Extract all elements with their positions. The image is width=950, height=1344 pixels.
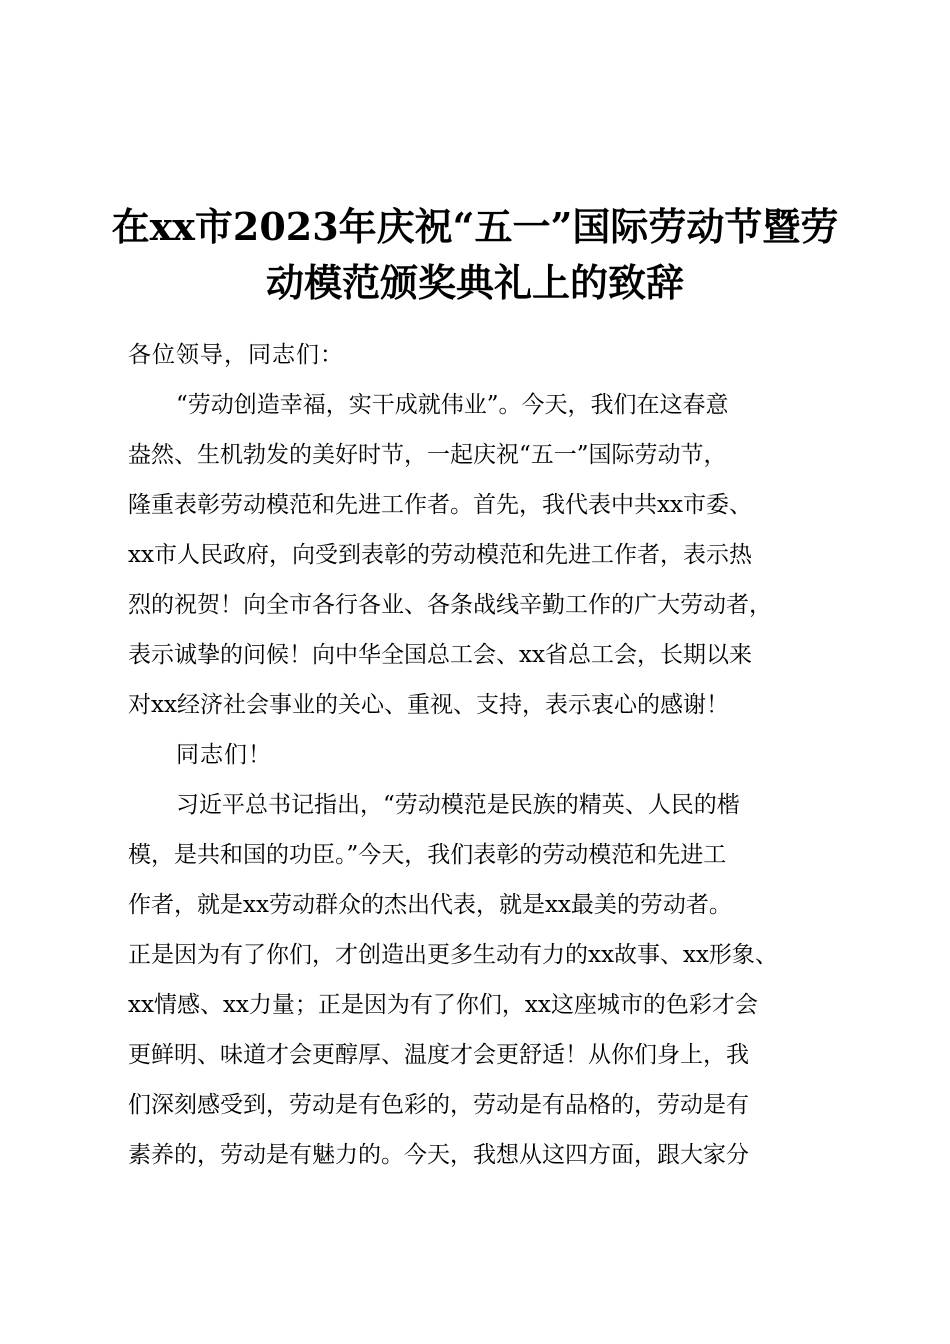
paragraph-line: 烈的祝贺！向全市各行各业、各条战线辛勤工作的广大劳动者， [128, 592, 772, 618]
paragraph-line: 盎然、生机勃发的美好时节，一起庆祝“五一”国际劳动节， [128, 442, 727, 468]
salutation: 各位领导，同志们： [128, 342, 344, 368]
title-line-2: 动模范颁奖典礼上的致辞 [265, 260, 684, 305]
title-line-1: 在xx市2023年庆祝“五一”国际劳动节暨劳 [111, 204, 839, 249]
paragraph-line: 表示诚挚的问候！向中华全国总工会、xx省总工会，长期以来 [128, 642, 752, 668]
paragraph-line: 对xx经济社会事业的关心、重视、支持，表示衷心的感谢！ [128, 692, 729, 718]
paragraph-line: 们深刻感受到，劳动是有色彩的，劳动是有品格的，劳动是有 [128, 1092, 749, 1118]
paragraph-line: 习近平总书记指出，“劳动模范是民族的精英、人民的楷 [176, 792, 740, 818]
paragraph-line: 隆重表彰劳动模范和先进工作者。首先，我代表中共xx市委、 [128, 492, 752, 518]
paragraph-line: xx市人民政府，向受到表彰的劳动模范和先进工作者，表示热 [128, 542, 752, 568]
document-body [128, 330, 848, 1180]
document-title [100, 199, 850, 311]
paragraph-line: 模，是共和国的功臣。”今天，我们表彰的劳动模范和先进工 [128, 842, 727, 868]
paragraph-line: 作者，就是xx劳动群众的杰出代表，就是xx最美的劳动者。 [128, 892, 732, 918]
paragraph-line: 素养的，劳动是有魅力的。今天，我想从这四方面，跟大家分 [128, 1142, 749, 1168]
paragraph-line: 正是因为有了你们，才创造出更多生动有力的xx故事、xx形象、 [128, 942, 778, 968]
paragraph-line: 同志们！ [176, 742, 272, 768]
paragraph-line: 更鲜明、味道才会更醇厚、温度才会更舒适！从你们身上，我 [128, 1042, 749, 1068]
paragraph-line: “劳动创造幸福，实干成就伟业”。今天，我们在这春意 [176, 392, 729, 418]
paragraph-line: xx情感、xx力量；正是因为有了你们，xx这座城市的色彩才会 [128, 992, 758, 1018]
